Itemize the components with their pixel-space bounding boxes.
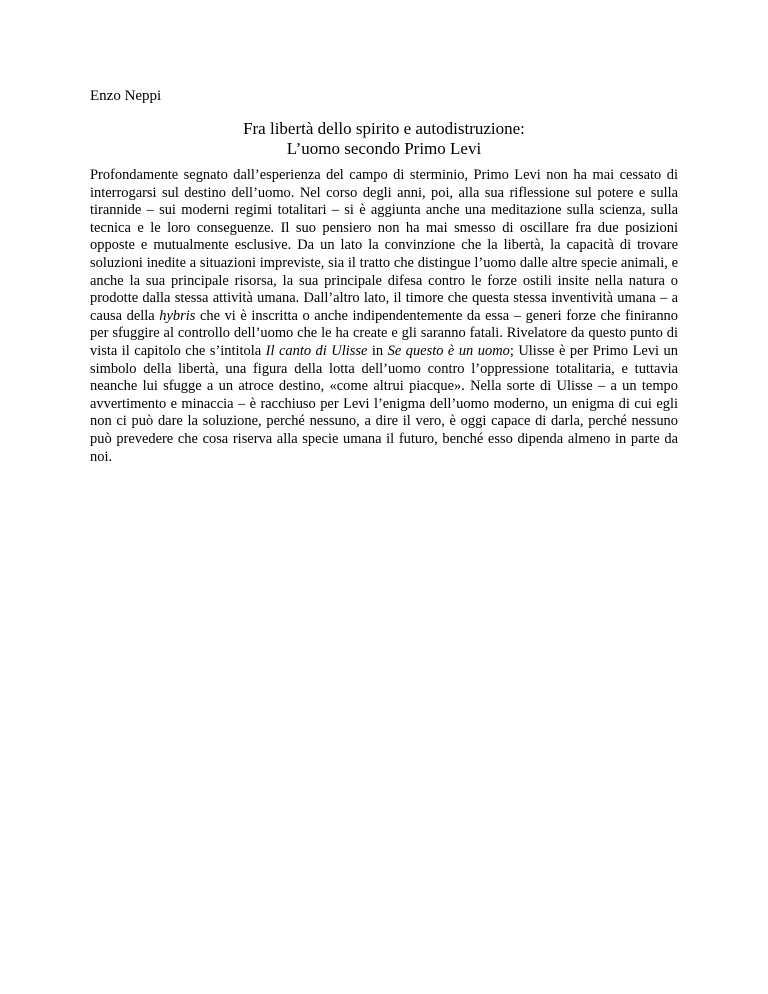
chapter-title: Il canto di Ulisse	[265, 342, 368, 359]
title-line-2: L’uomo secondo Primo Levi	[286, 139, 482, 158]
italic-term-hybris: hybris	[159, 307, 196, 324]
author-name: Enzo Neppi	[90, 88, 162, 104]
book-title: Se questo è un uomo	[387, 342, 510, 359]
paragraph-text: ; Ulisse è per Primo Levi un simbolo della libertà, una figura della lotta dell’uomo contro l’oppressione totalitaria, e tuttavia neanche lui sfugge a un atroce destino, «come altrui piacque». Nella sorte di Ulisse – a un tempo avvertimento e minaccia – è racchiuso per Levi l’enigma dell’uomo moderno, un enigma di cui egli non ci può dare la soluzione, perché nessuno, a dire il vero, è oggi capace di darla, perché nessuno può prevedere che cosa riserva alla specie umana il futuro, benché esso dipenda almeno in parte da noi.	[90, 342, 678, 465]
document-title	[90, 119, 678, 159]
paragraph-text: che vi è inscritta o anche indipendentemente da essa – generi forze che finiranno per sfuggire al controllo dell’uomo che le ha create e gli saranno fatali. Rivelatore da questo punto di vista il capitolo che s’intitola	[90, 307, 678, 359]
paragraph-text: in	[367, 342, 388, 359]
body-paragraph	[90, 167, 678, 466]
title-line-1: Fra libertà dello spirito e autodistruzione:	[243, 119, 525, 138]
paragraph-text: Profondamente segnato dall’esperienza del campo di sterminio, Primo Levi non ha mai cessato di interrogarsi sul destino dell’uomo. Nel corso degli anni, poi, alla sua riflessione sul potere e sulla tirannide – sui moderni regimi totalitari – si è aggiunta anche una meditazione sulla scienza, sulla tecnica e le loro conseguenze. Il suo pensiero non ha mai smesso di oscillare fra due posizioni opposte e mutualmente esclusive. Da un lato la convinzione che la libertà, la capacità di trovare soluzioni inedite a situazioni impreviste, sia il tratto che distingue l’uomo dalle altre specie animali, e anche la sua principale risorsa, la sua principale difesa contro le forze ostili insite nella natura o prodotte dalla stessa attività umana. Dall’altro lato, il timore che questa stessa inventività umana – a causa della	[90, 167, 678, 324]
